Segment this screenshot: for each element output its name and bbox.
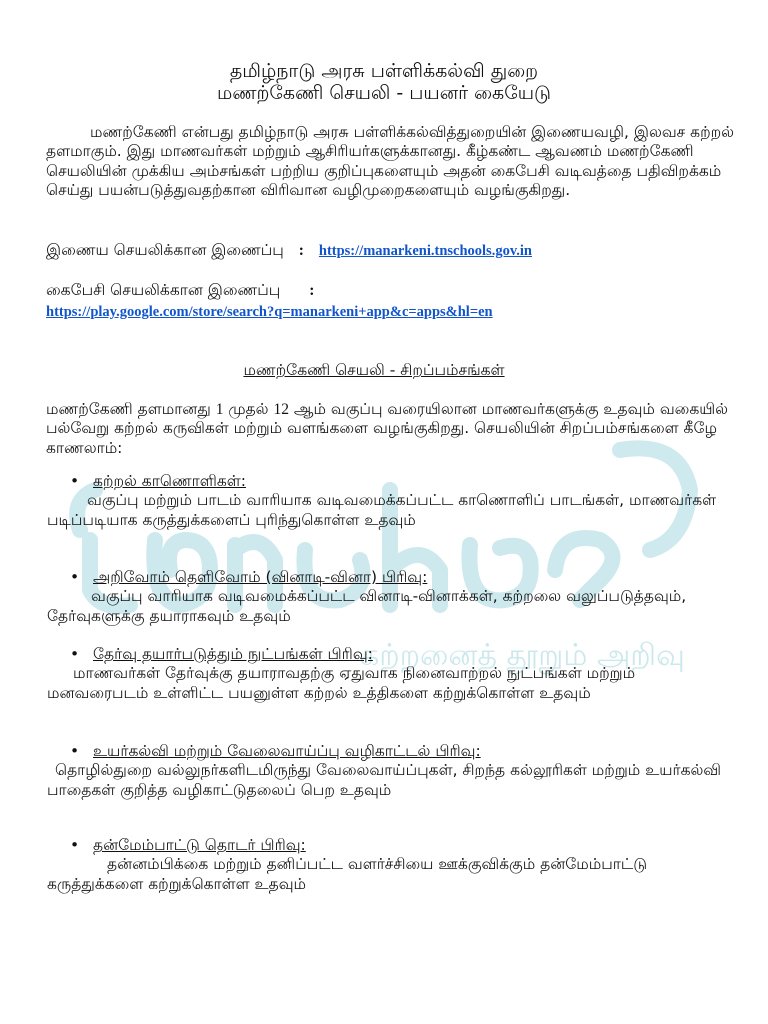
feature-item-quiz	[47, 568, 730, 626]
mobile-link-label: கைபேசி செயலிக்கான இணைப்பு	[46, 281, 281, 299]
feature-item-career-guidance	[47, 742, 730, 800]
feature-title: அறிவோம் தெளிவோம் (வினாடி-வினா) பிரிவு:	[93, 568, 428, 586]
bullet-icon: •	[70, 568, 80, 586]
bullet-icon: •	[70, 836, 80, 854]
document-title-line2: மணற்கேணி செயலி - பயனர் கையேடு	[217, 82, 551, 104]
web-app-link[interactable]: https://manarkeni.tnschools.gov.in	[318, 243, 532, 259]
bullet-icon: •	[70, 742, 80, 760]
intro-paragraph: மணற்கேணி என்பது தமிழ்நாடு அரசு பள்ளிக்கல்வித்துறையின் இணையவழி, இலவச கற்றல் தளமாகும். இது மாணவர்கள் மற்றும் ஆசிரியர்களுக்கானது. கீழ்கண்ட ஆவணம் மணற்கேணி செயலியின் முக்கிய அம்சங்கள் பற்றிய குறிப்புகளையும் அதன் கைபேசி வடிவத்தை பதிவிறக்கம் செய்து பயன்படுத்துவதற்கான விரிவான வழிமுறைகளையும் வழங்குகிறது.	[46, 123, 735, 199]
mobile-link-container	[46, 301, 493, 321]
feature-description: மாணவர்கள் தேர்வுக்கு தயாராவதற்கு ஏதுவாக நினைவாற்றல் நுட்பங்கள் மற்றும் மனவரைபடம் உள்ளிட்ட பயனுள்ள கற்றல் உத்திகளை கற்றுக்கொள்ள உதவும்	[47, 664, 636, 702]
feature-item-self-development	[47, 836, 730, 894]
feature-description: வகுப்பு வாரியாக வடிவமைக்கப்பட்ட வினாடி-வினாக்கள், கற்றலை வலுப்படுத்தவும், தேர்வுகளுக்கு தயாராகவும் உதவும்	[47, 587, 687, 625]
web-link-row	[46, 240, 532, 261]
feature-item-videos	[47, 472, 730, 530]
features-intro-part1: மணற்கேணி தளமானது	[46, 400, 216, 418]
feature-title: உயர்கல்வி மற்றும் வேலைவாய்ப்பு வழிகாட்டல் பிரிவு:	[93, 742, 481, 760]
feature-title: தேர்வு தயார்படுத்தும் நுட்பங்கள் பிரிவு:	[93, 645, 373, 663]
svg-text:கற்றனைத் தூறும் அறிவு: கற்றனைத் தூறும் அறிவு	[360, 638, 685, 673]
manarkeni-watermark-logo	[60, 430, 700, 680]
bullet-icon: •	[70, 472, 80, 490]
features-intro-paragraph	[46, 400, 736, 458]
feature-description: வகுப்பு மற்றும் பாடம் வாரியாக வடிவமைக்கப்பட்ட காணொளிப் பாடங்கள், மாணவர்கள் படிப்படியாக கருத்துக்களைப் புரிந்துகொள்ள உதவும்	[47, 491, 717, 529]
web-link-label: இணைய செயலிக்கான இணைப்பு	[46, 241, 284, 259]
feature-item-exam-techniques	[47, 645, 730, 703]
features-intro-num1: 1	[215, 401, 224, 418]
features-intro-num2: 12	[273, 401, 289, 418]
feature-title: தன்மேம்பாட்டு தொடர் பிரிவு:	[93, 836, 306, 854]
feature-description: தன்னம்பிக்கை மற்றும் தனிப்பட்ட வளர்ச்சியை ஊக்குவிக்கும் தன்மேம்பாட்டு கருத்துக்களை கற்றுக்கொள்ள உதவும்	[47, 855, 648, 893]
bullet-icon: •	[70, 645, 80, 663]
features-intro-part3: ஆம் வகுப்பு வரையிலான மாணவர்களுக்கு உதவும் வகையில் பல்வேறு கற்றல் கருவிகள் மற்றும் வளங்களை வழங்குகிறது. செயலியின் சிறப்பம்சங்களை கீழே காணலாம்:	[46, 400, 729, 457]
document-title-line1: தமிழ்நாடு அரசு பள்ளிக்கல்வி துறை	[229, 60, 539, 82]
features-heading: மணற்கேணி செயலி - சிறப்பம்சங்கள்	[243, 361, 505, 379]
feature-title: கற்றல் காணொளிகள்:	[93, 472, 246, 490]
web-link-colon: :	[298, 242, 304, 259]
mobile-link-row	[46, 280, 324, 301]
feature-description: தொழில்துறை வல்லுநர்களிடமிருந்து வேலைவாய்ப்புகள், சிறந்த கல்லூரிகள் மற்றும் உயர்கல்வி பாதைகள் குறித்த வழிகாட்டுதலைப் பெற உதவும்	[47, 761, 722, 799]
mobile-link-colon: :	[309, 282, 315, 299]
features-intro-part2: முதல்	[223, 400, 274, 418]
mobile-app-link[interactable]: https://play.google.com/store/search?q=manarkeni+app&c=apps&hl=en	[46, 304, 493, 320]
